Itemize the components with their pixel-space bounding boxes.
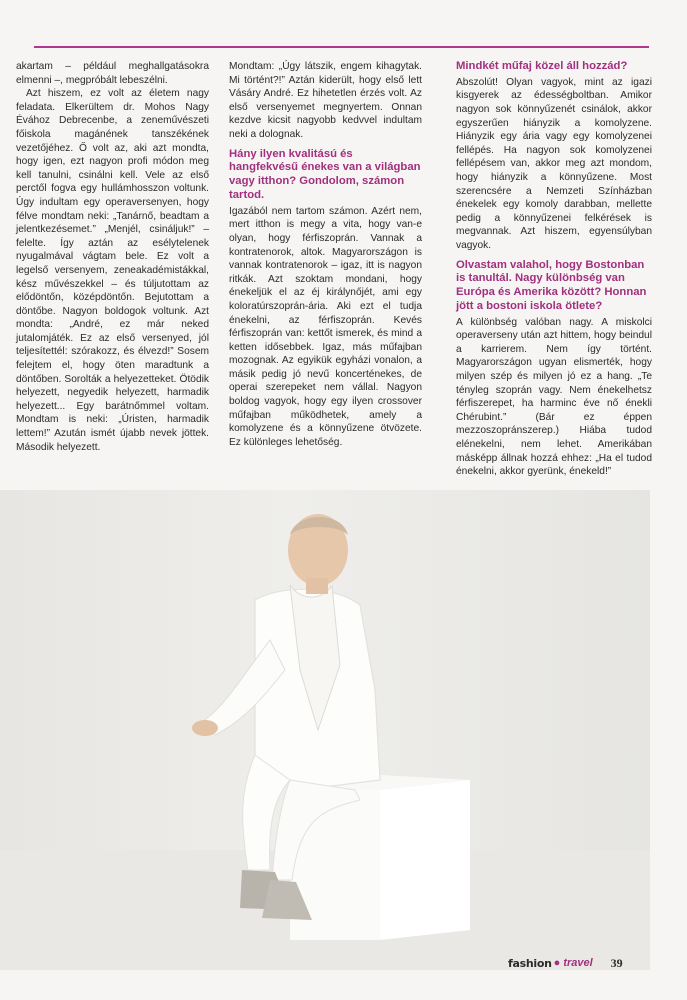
top-rule <box>34 46 649 48</box>
page-number: 39 <box>610 955 623 970</box>
paragraph: Azt hiszem, ez volt az életem nagy feladata. Elkerültem dr. Mohos Nagy Évához Debrecenbe, a zeneművészeti főiskola magánének tanszékének vezetőjéhez. Ő volt az, aki azt mondta, hogy igen, ezt nagyon profi módon meg kell tanulni, csinálni kell. Vele az első perctől fogva egy hullámhosszon voltunk. Úgy indultam egy operaversenyen, hogy félve mondtam neki: „Tanárnő, beadtam a jelentkezésemet.” „Menjél, csináljuk!” – felelte. Így aztán az esélytelenek nyugalmával vágtam bele. Ez volt a legelső versenyem, zeneakadémistákkal, kész művészekkel – és túljutottam az elődöntőn, középdöntőn. Bejutottam a döntőbe. Nagyon boldogok voltunk. Azt mondta: „André, ez már neked jutalomjáték. Ez az első versenyed, jól teljesítettél: szórakozz, és élvezd!” Sosem felejtem el, hogy öten maradtunk a döntőben. Sorolták a helyezetteket. Ötödik helyezett, negyedik helyezett, harmadik helyezett... Egy barátnőmmel voltam. Mondtam is neki: „Úristen, harmadik lettem!” Azután ismét újabb nevek jöttek. Második helyezett. <box>16 88 209 453</box>
man-in-white-suit-illustration <box>0 490 650 970</box>
page-footer <box>508 955 623 971</box>
article-column-left <box>16 60 209 454</box>
interview-answer: Abszolút! Olyan vagyok, mint az igazi kisgyerek az édességboltban. Amikor nagyon sok könnyűzenét csinálok, akkor egyszerűen hiányzik a komolyzene. Hiányzik egy ária vagy egy komolyzenei fellépés. Ha nagyon sok komolyzenei fellépésem van, akkor meg azt mondom, hogy hiányzik a könnyűzene. Most szerencsére a Nemzeti Színházban énekelek egy komoly darabban, mellette pedig a könnyűzenei felkérések is megvannak. Azt hiszem, egyensúlyban vagyok. <box>456 76 652 251</box>
paragraph: akartam – például meghallgatásokra elmenni –, megpróbált lebeszélni. <box>16 61 209 86</box>
interview-answer: Igazából nem tartom számon. Azért nem, mert itthon is megy a vita, hogy van-e olyan, hogy férfiszoprán. Vannak a kontratenorok, altok. Magyarországon is vannak kontratenorok – igaz, itt is nagyon ritkák. Azt szoktam mondani, hogy énekeljük el az éj királynőjét, ami egy koloratúrszoprán-ária. Aki ezt el tudja énekelni, az férfiszoprán. Kevés férfiszoprán van: kettőt ismerek, és mind a ketten idősebbek. Igaz, más műfajban mozognak. Az egyikük egyházi vonalon, a másik pedig jó nevű koncerténekes, de operai szerepeket nem vállal. Nagyon boldog vagyok, hogy egy ilyen crossover műfajban működhetek, amely a komolyzene és a könnyűzene ötvözete. Ez különleges lehetőség. <box>229 205 422 448</box>
interview-answer: A különbség valóban nagy. A miskolci operaverseny után azt hittem, hogy beindul a karrierem. Nem így történt. Magyarországon ugyan elismerték, hogy milyen szép és milyen jó ez a hang. „Te tényleg szoprán vagy. Nem énekelhetsz férfiszerepet, ha harminc éve nő énekli Chérubint.” (Bár ez éppen mezzoszopránszerep.) Hiába tudod elénekelni, nem lehet. Amerikában másképp állnak hozzá ehhez: „Ha el tudod énekelni, akkor gyerünk, énekeld!” <box>456 316 652 478</box>
magazine-brand: fashion <box>508 956 552 970</box>
article-column-middle <box>229 60 422 449</box>
interview-question: Hány ilyen kvalitású és hangfekvésű énekes van a világban vagy itthon? Gondolom, számon tartod. <box>229 147 421 201</box>
portrait-photo <box>0 490 650 970</box>
globe-icon: ● <box>553 957 561 969</box>
interview-question: Mindkét műfaj közel áll hozzád? <box>456 60 628 72</box>
article-column-right <box>456 60 652 479</box>
paragraph: Mondtam: „Úgy látszik, engem kihagytak. Mi történt?!” Aztán kiderült, hogy első lett Vásáry André. Ez hihetetlen érzés volt. Az első versenyemet megnyertem. Onnan kezdve kicsit nagyobb kedvvel indultam neki a dolognak. <box>229 61 422 140</box>
magazine-brand-suffix: travel <box>563 957 593 969</box>
interview-question: Olvastam valahol, hogy Bostonban is tanultál. Nagy különbség van Európa és Amerika között? Honnan jött a bostoni iskola ötlete? <box>456 258 647 312</box>
